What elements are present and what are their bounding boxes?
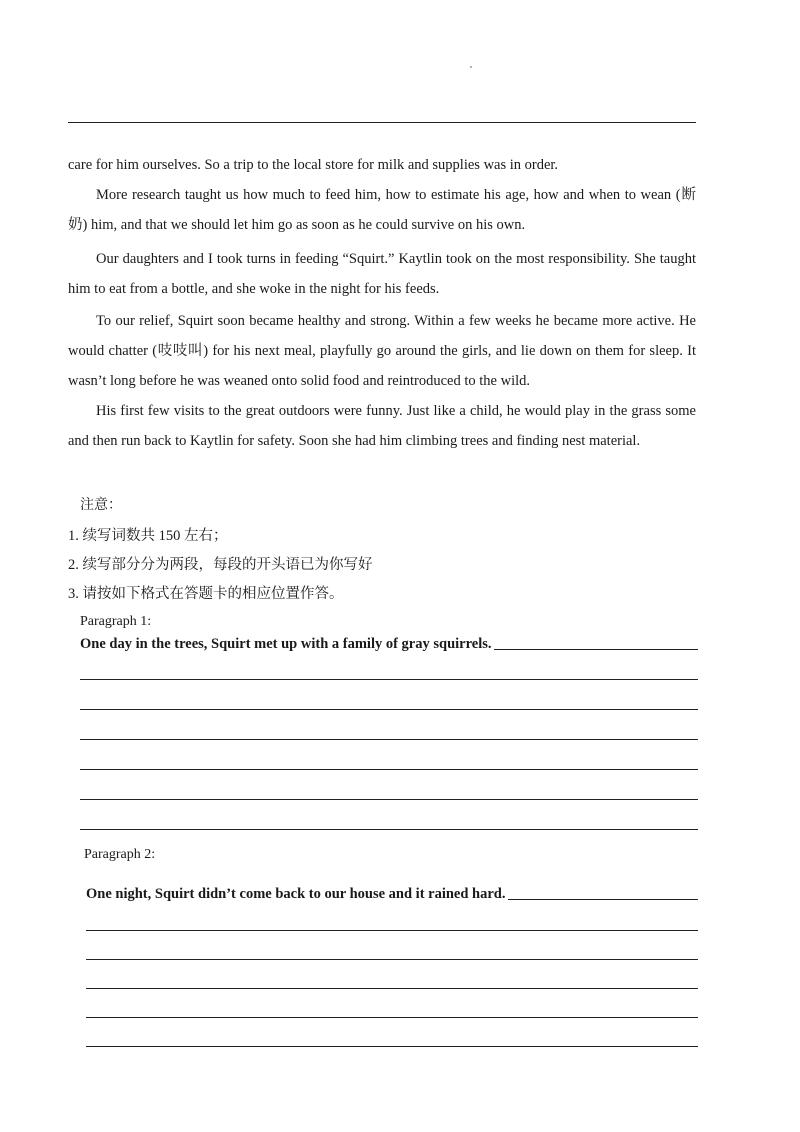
passage-paragraph-4: His first few visits to the great outdoors were funny. Just like a child, he would play in the grass some and then run back to Kaytlin for safety. Soon she had him climbing trees and finding nest material. bbox=[68, 403, 696, 449]
paragraph2-writing-line[interactable] bbox=[86, 1017, 698, 1018]
paragraph1-writing-line[interactable] bbox=[80, 679, 698, 680]
paragraph1-label: Paragraph 1: bbox=[80, 614, 152, 629]
paragraph2-writing-line[interactable] bbox=[86, 930, 698, 931]
paragraph2-label: Paragraph 2: bbox=[84, 847, 156, 862]
paragraph2-writing-line[interactable] bbox=[86, 959, 698, 960]
paragraph2-writing-line[interactable] bbox=[86, 1046, 698, 1047]
paragraph1-writing-line[interactable] bbox=[80, 769, 698, 770]
paragraph1-writing-line[interactable] bbox=[80, 829, 698, 830]
paragraph1-starter bbox=[80, 636, 698, 653]
passage-paragraph-2: Our daughters and I took turns in feeding “Squirt.” Kaytlin took on the most responsibility. She taught him to eat from a bottle, and she woke in the night for his feeds. bbox=[68, 251, 696, 297]
paragraph2-writing-line[interactable] bbox=[86, 988, 698, 989]
passage-paragraph-1: More research taught us how much to feed him, how to estimate his age, how and when to wean (断奶) him, and that we should let him go as soon as he could survive on his own. bbox=[68, 187, 696, 233]
scan-speck bbox=[470, 66, 472, 68]
passage-paragraph-3: To our relief, Squirt soon became healthy and strong. Within a few weeks he became more active. He would chatter (吱吱叫) for his next meal, playfully go around the girls, and lie down on them for sleep. It wasn’t long before he was weaned onto solid food and reintroduced to the wild. bbox=[68, 313, 696, 389]
note-item-2: 2. 续写部分分为两段，每段的开头语已为你写好 bbox=[68, 557, 373, 573]
note-item-1: 1. 续写词数共 150 左右； bbox=[68, 528, 228, 544]
paragraph2-starter-text: One night, Squirt didn’t come back to our house and it rained hard. bbox=[86, 886, 506, 902]
top-rule bbox=[68, 122, 696, 123]
paragraph1-writing-line[interactable] bbox=[80, 799, 698, 800]
paragraph1-writing-line[interactable] bbox=[80, 709, 698, 710]
notes-title: 注意： bbox=[80, 498, 122, 513]
paragraph1-starter-line[interactable] bbox=[494, 649, 698, 650]
paragraph2-starter bbox=[86, 886, 698, 903]
note-item-3: 3. 请按如下格式在答题卡的相应位置作答。 bbox=[68, 586, 344, 602]
passage-paragraph-0: care for him ourselves. So a trip to the local store for milk and supplies was in order. bbox=[68, 157, 559, 173]
paragraph1-starter-text: One day in the trees, Squirt met up with a family of gray squirrels. bbox=[80, 636, 492, 652]
paragraph2-starter-line[interactable] bbox=[508, 899, 699, 900]
paragraph1-writing-line[interactable] bbox=[80, 739, 698, 740]
